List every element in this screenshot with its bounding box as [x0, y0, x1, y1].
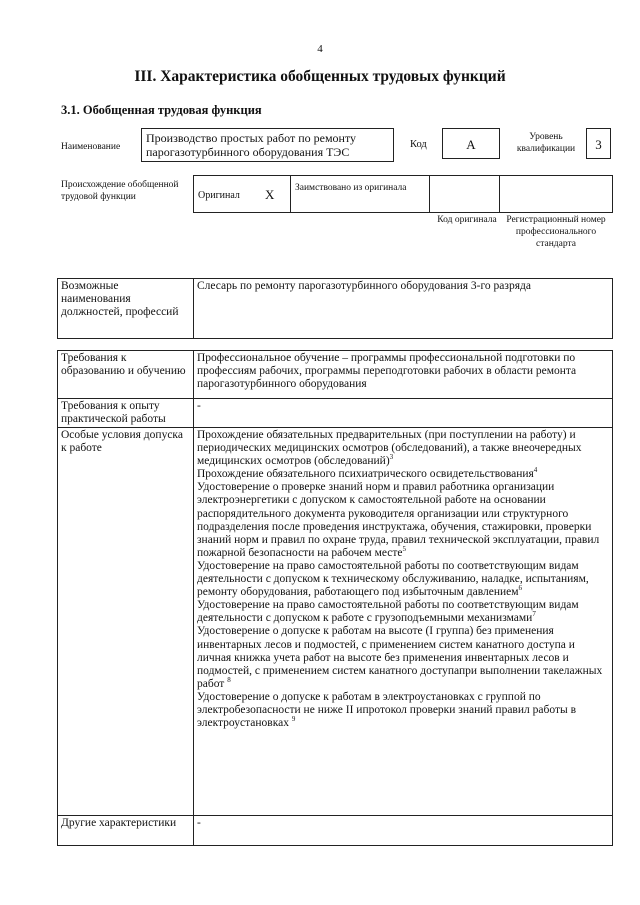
footnote-ref: 6 — [518, 584, 523, 593]
footnote-ref: 9 — [291, 715, 296, 724]
other-label: Другие характеристики — [58, 816, 194, 846]
code-value: A — [442, 128, 500, 159]
section-title: III. Характеристика обобщенных трудовых функций — [134, 68, 506, 85]
footnote-ref: 8 — [227, 675, 231, 684]
experience-label: Требования к опыту практической работы — [58, 399, 194, 428]
positions-table — [57, 278, 613, 339]
special-condition-text: Удостоверение о проверке знаний норм и правил работника организации электроэнергетики с допуском к самостоятельной работе на основании распорядительного документа руководителя организации или структурного подразделения после проведения инструктажа, обучения, стажировки, проверки знаний норм и правил по охране труда, правил технической эксплуатации, правил пожарной безопасности на рабочем месте — [197, 481, 600, 559]
footnote-ref: 5 — [402, 545, 406, 554]
special-condition-text: Прохождение обязательных предварительных (при поступлении на работу) и периодических медицинских осмотров (обследований), а также внеочередных медицинских осмотров (обследований) — [197, 429, 582, 468]
education-label: Требования к образованию и обучению — [58, 351, 194, 399]
experience-value: - — [194, 399, 613, 428]
positions-value: Слесарь по ремонту парогазотурбинного оборудования 3-го разряда — [194, 279, 613, 339]
level-label: Уровень квалификации — [516, 132, 576, 154]
special-condition-item — [197, 599, 609, 625]
code-label: Код — [410, 139, 427, 150]
special-conditions-label: Особые условия допуска к работе — [58, 428, 194, 816]
name-value: Производство простых работ по ремонту парогазотурбинного оборудования ТЭС — [141, 128, 394, 162]
special-condition-item — [197, 691, 609, 730]
borrowed-cell — [290, 175, 430, 213]
registration-number-caption: Регистрационный номер профессионального стандарта — [506, 215, 606, 249]
requirements-table — [57, 350, 613, 846]
special-condition-item — [197, 429, 609, 468]
special-conditions-list — [194, 428, 613, 816]
original-label: Оригинал — [198, 190, 240, 201]
registration-number-cell — [499, 175, 613, 213]
original-code-cell — [429, 175, 500, 213]
positions-label: Возможные наименования должностей, профессий — [58, 279, 194, 339]
borrowed-label: Заимствовано из оригинала — [295, 183, 407, 193]
footnote-ref: 7 — [532, 610, 536, 619]
special-condition-item — [197, 560, 609, 599]
special-condition-item — [197, 625, 609, 690]
page-number: 4 — [317, 43, 323, 55]
original-code-caption: Код оригинала — [437, 215, 497, 225]
other-value: - — [194, 816, 613, 846]
special-condition-text: Удостоверение о допуске к работам на высоте (I группа) без применения инвентарных лесов и подмостей, с применением систем канатного доступа и личная книжка учета работ на высоте без применения инвентарных лесов и подмостей, с применением систем канатного доступапри выполнении такелажных работ — [197, 625, 603, 690]
origin-label: Происхождение обобщенной трудовой функции — [61, 180, 179, 202]
special-condition-text: Удостоверение на право самостоятельной работы по соответствующим видам деятельности с допуском к техническому обслуживанию, наладке, испытаниям, ремонту оборудования, работающего под избыточным давлением — [197, 559, 589, 599]
special-condition-item — [197, 468, 609, 481]
name-label: Наименование — [61, 142, 121, 152]
special-condition-text: Удостоверение на право самостоятельной работы по соответствующим видам деятельности с допуском к работе с грузоподъемными механизмами — [197, 599, 579, 625]
education-value: Профессиональное обучение – программы профессиональной подготовки по профессиям рабочих, программы переподготовки рабочих в области ремонта парогазотурбинного оборудования — [194, 351, 613, 399]
special-condition-text: Прохождение обязательного психиатрического освидетельствования — [197, 468, 534, 481]
special-condition-text: Удостоверение о допуске к работам в электроустановках с группой по электробезопасности не ниже II ипротокол проверки знаний правил работы в электроустановках — [197, 690, 576, 730]
origin-table — [193, 175, 613, 213]
special-condition-item — [197, 481, 609, 560]
original-mark: X — [265, 187, 275, 202]
level-value: 3 — [586, 128, 611, 159]
footnote-ref: 4 — [533, 466, 538, 475]
footnote-ref: 3 — [389, 453, 394, 462]
subsection-title: 3.1. Обобщенная трудовая функция — [61, 103, 262, 117]
original-cell — [193, 175, 291, 213]
